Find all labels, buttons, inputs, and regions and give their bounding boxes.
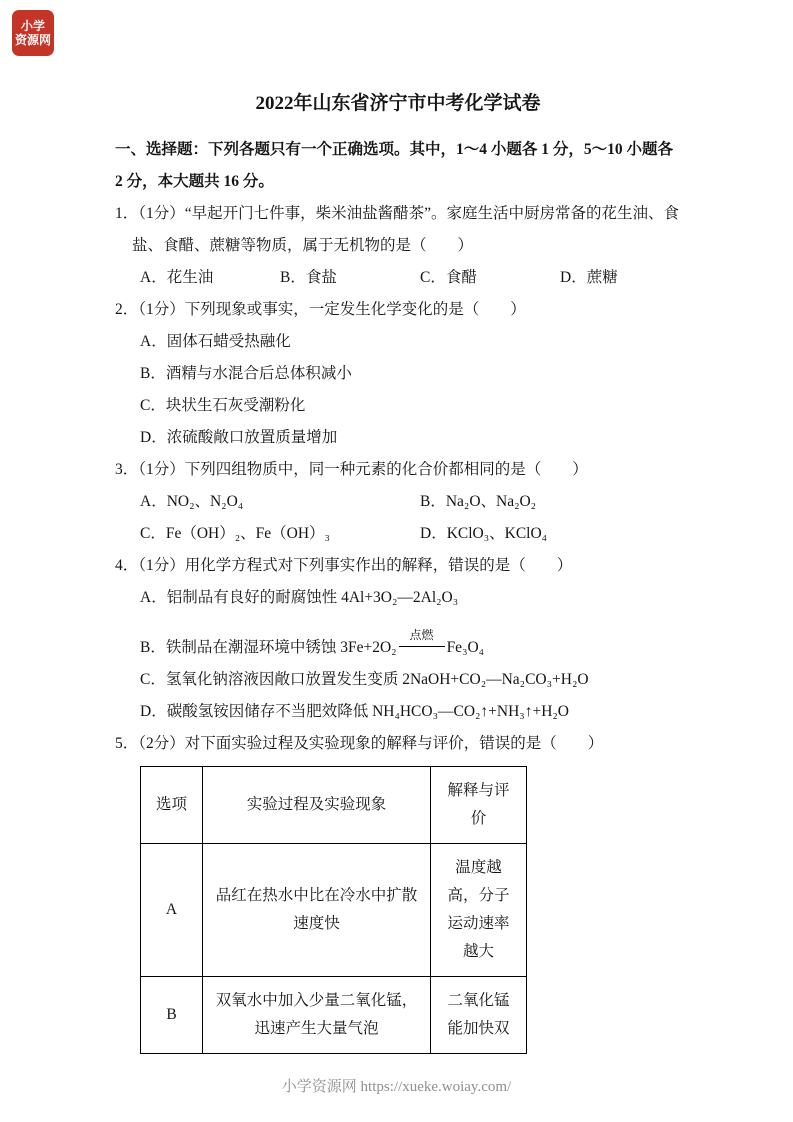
question-1-option-b: B．食盐 <box>280 269 337 286</box>
question-1-options <box>140 262 681 294</box>
table-header-explanation: 解释与评价 <box>431 767 527 844</box>
table-header-row <box>141 767 527 844</box>
question-5-stem: 5．（2分）对下面实验过程及实验现象的解释与评价，错误的是（ ） <box>115 735 604 752</box>
question-1-option-c: C．食醋 <box>420 269 477 286</box>
question-4-option-d: D．碳酸氢铵因储存不当肥效降低 NH₄HCO₃—CO₂↑+NH₃↑+H₂O <box>140 703 569 720</box>
question-3-options <box>140 486 681 550</box>
question-3-option-a: A．NO₂、N₂O₄ <box>140 493 244 510</box>
question-2 <box>115 294 681 454</box>
question-5-table <box>140 766 527 1054</box>
question-2-option-c: C．块状生石灰受潮粉化 <box>140 397 306 414</box>
question-4-option-c: C．氢氧化钠溶液因敞口放置发生变质 2NaOH+CO₂—Na₂CO₃+H₂O <box>140 671 589 688</box>
table-cell-explanation: 二氧化锰能加快双 <box>431 977 527 1054</box>
question-3-stem: 3．（1分）下列四组物质中，同一种元素的化合价都相同的是（ ） <box>115 461 588 478</box>
question-2-option-b: B．酒精与水混合后总体积减小 <box>140 365 352 382</box>
question-1-option-a: A．花生油 <box>140 269 214 286</box>
table-cell-explanation: 温度越高，分子运动速率越大 <box>431 844 527 977</box>
table-row <box>141 977 527 1054</box>
site-logo <box>12 10 54 56</box>
table-cell-option: B <box>141 977 203 1054</box>
logo-text-top: 小学 <box>20 19 45 33</box>
page-content <box>115 90 681 1054</box>
logo-text-bottom: 资源网 <box>14 33 51 47</box>
question-3-option-c: C．Fe（OH）₂、Fe（OH）₃ <box>140 525 330 542</box>
footer-watermark: 小学资源网 https://xueke.woiay.com/ <box>281 1079 512 1095</box>
question-4-option-a: A．铝制品有良好的耐腐蚀性 4Al+3O₂—2Al₂O₃ <box>140 589 459 606</box>
question-1 <box>115 198 681 294</box>
question-4-stem: 4．（1分）用化学方程式对下列事实作出的解释，错误的是（ ） <box>115 557 573 574</box>
table-header-process: 实验过程及实验现象 <box>203 767 431 844</box>
question-2-option-a: A．固体石蜡受热融化 <box>140 333 291 350</box>
question-4-option-b-equation-left: B．铁制品在潮湿环境中锈蚀 3Fe+2O₂ <box>140 639 397 656</box>
question-3-option-b: B．Na₂O、Na₂O₂ <box>420 493 537 510</box>
reaction-condition-label: 点燃 <box>409 627 434 642</box>
question-5 <box>115 728 681 1054</box>
question-3-option-d: D．KClO₃、KClO₄ <box>420 525 548 542</box>
page-title: 2022年山东省济宁市中考化学试卷 <box>255 93 541 114</box>
table-cell-option: A <box>141 844 203 977</box>
question-1-stem: 1．（1分）“早起开门七件事，柴米油盐酱醋茶”。家庭生活中厨房常备的花生油、食盐、食醋、蔗糖等物质，属于无机物的是（ ） <box>115 205 680 254</box>
question-4 <box>115 550 681 728</box>
question-2-stem: 2．（1分）下列现象或事实，一定发生化学变化的是（ ） <box>115 301 526 318</box>
reaction-condition-arrow <box>397 627 447 653</box>
question-4-option-b <box>140 618 681 664</box>
table-cell-process: 品红在热水中比在冷水中扩散速度快 <box>203 844 431 977</box>
question-1-option-d: D．蔗糖 <box>560 269 618 286</box>
section-intro: 一、选择题：下列各题只有一个正确选项。其中，1～4 小题各 1 分，5～10 小题各 2 分，本大题共 16 分。 <box>115 141 674 190</box>
question-3 <box>115 454 681 550</box>
table-header-option: 选项 <box>141 767 203 844</box>
table-cell-process: 双氧水中加入少量二氧化锰，迅速产生大量气泡 <box>203 977 431 1054</box>
question-2-option-d: D．浓硫酸敞口放置质量增加 <box>140 429 338 446</box>
table-row <box>141 844 527 977</box>
question-4-option-b-equation-right: Fe₃O₄ <box>446 639 485 656</box>
